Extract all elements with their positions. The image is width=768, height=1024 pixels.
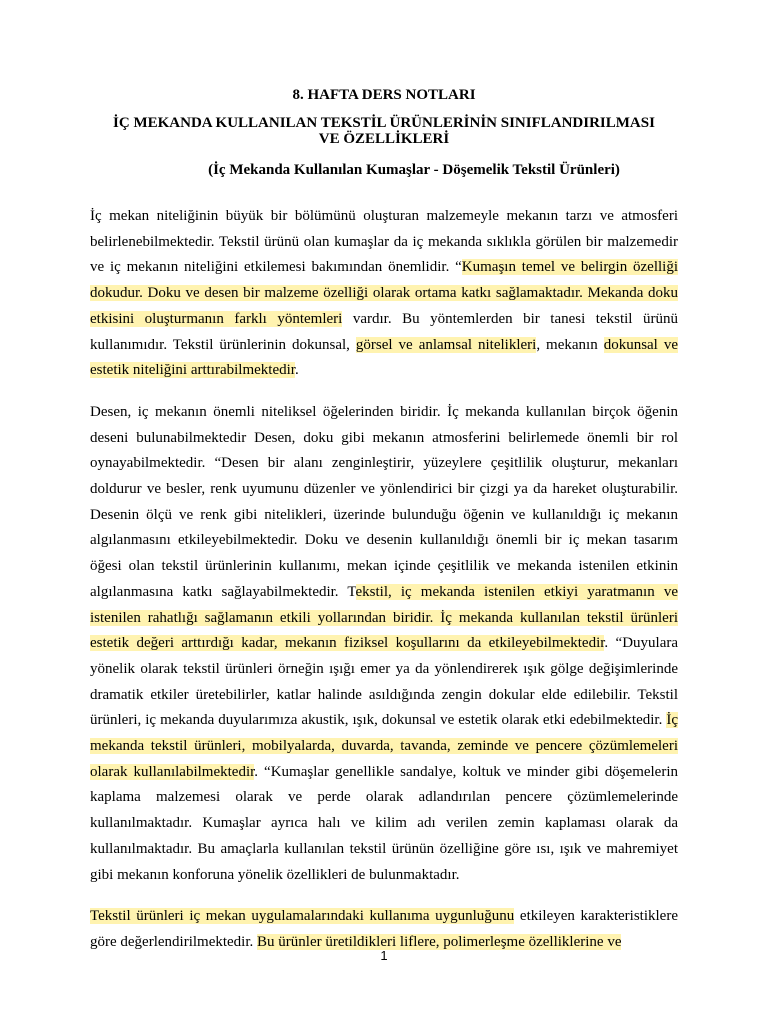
document-body bbox=[90, 204, 678, 972]
text-run: etkileyen karakteristiklere göre değerlendirilmektedir. bbox=[90, 908, 678, 950]
week-title: 8. HAFTA DERS NOTLARI bbox=[292, 87, 476, 103]
highlighted-text: dokunsal ve estetik niteliğini arttırabilmektedir bbox=[90, 336, 678, 379]
highlighted-text: Tekstil ürünleri iç mekan uygulamalarındaki kullanıma uygunluğunu bbox=[90, 908, 515, 925]
text-run: İç mekan niteliğinin büyük bir bölümünü oluşturan malzemeyle mekanın tarzı ve atmosferi belirlenebilmektedir. Tekstil ürünü olan kumaşlar da iç mekanda sıklıkla görülen bir malzemedir ve iç mekanın niteliğini etkilemesi bakımından önemlidir. “ bbox=[90, 208, 678, 276]
main-title: İÇ MEKANDA KULLANILAN TEKSTİL ÜRÜNLERİNİN SINIFLANDIRILMASI VE ÖZELLİKLERİ bbox=[113, 115, 655, 147]
highlighted-text: görsel ve anlamsal nitelikleri bbox=[355, 336, 537, 353]
text-run: . bbox=[294, 362, 299, 379]
highlighted-text: İç mekanda tekstil ürünleri, mobilyalarda, duvarda, tavanda, zeminde ve pencere çözümlemeleri olarak kullanılabilmektedir bbox=[90, 712, 678, 780]
highlighted-text: Bu ürünler üretildikleri liflere, polimerleşme özelliklerine ve bbox=[257, 933, 622, 950]
text-run: . “Kumaşlar genellikle sandalye, koltuk ve minder gibi döşemelerin kaplama malzemesi olarak ve perde olarak adlandırılan pencere çözümlemelerinde kullanılmaktadır. Kumaşlar ayrıca halı ve kilim adı verilen zemin kaplaması olarak da kullanılmaktadır. Bu amaçlarla kullanılan tekstil ürünün özelliğine göre ısı, ışık ve mahremiyet gibi mekanın konforuna yönelik özellikleri de bulunmaktadır. bbox=[90, 763, 679, 883]
text-run: , mekanın bbox=[536, 336, 604, 353]
paragraph bbox=[90, 204, 678, 384]
page-number: 1 bbox=[380, 948, 388, 963]
paragraph bbox=[90, 400, 678, 888]
highlighted-text: Kumaşın temel ve belirgin özelliği dokudur. Doku ve desen bir malzeme özelliği olarak ortama katkı sağlamaktadır. Mekanda doku etkisini oluşturmanın farklı yöntemleri bbox=[90, 259, 678, 327]
highlighted-text: ekstil, iç mekanda istenilen etkiyi yaratmanın ve istenilen rahatlığı sağlamanın etkili yollarından biridir. İç mekanda kullanılan tekstil ürünleri estetik değeri arttırdığı kadar, mekanın fiziksel koşullarını da etkileyebilmektedir bbox=[90, 583, 678, 652]
text-run: Desen, iç mekanın önemli niteliksel öğelerinden biridir. İç mekanda kullanılan birçok öğenin deseni bulunabilmektedir Desen, doku gibi mekanın atmosferini belirlemede önemli bir rol oynayabilmektedir. “Desen bir alanı zenginleştirir, yüzeylere çeşitlilik oluşturur, mekanları doldurur ve besler, renk uyumunu düzenler ve yönlendirici bir çizgi ya da hareket oluşturabilir. Desenin ölçü ve renk gibi nitelikleri, üzerinde bulunduğu öğenin ve kullanıldığı iç mekanın algılanmasını etkileyebilmektedir. Doku ve desenin kullanıldığı önemli bir iç mekan tasarım öğesi olan tekstil ürünlerinin kullanımı, mekan içinde çeşitlilik ve mekanda istenilen etkinin algılanmasına katkı sağlayabilmektedir. T bbox=[90, 403, 678, 600]
text-run: . “Duyulara yönelik olarak tekstil ürünleri örneğin ışığı emer ya da yönlendirerek ışık gölge değişimlerinde dramatik etkiler üretebilirler, katlar halinde asıldığında zengin dokular elde edilebilir. Tekstil ürünleri, iç mekanda duyularımıza akustik, ışık, dokunsal ve estetik olarak etki edebilmektedir. bbox=[90, 635, 679, 729]
subtitle: (İç Mekanda Kullanılan Kumaşlar - Döşemelik Tekstil Ürünleri) bbox=[208, 162, 620, 178]
text-run: vardır. Bu yöntemlerden bir tanesi tekstil ürünü kullanımıdır. Tekstil ürünlerinin dokunsal, bbox=[90, 310, 678, 353]
